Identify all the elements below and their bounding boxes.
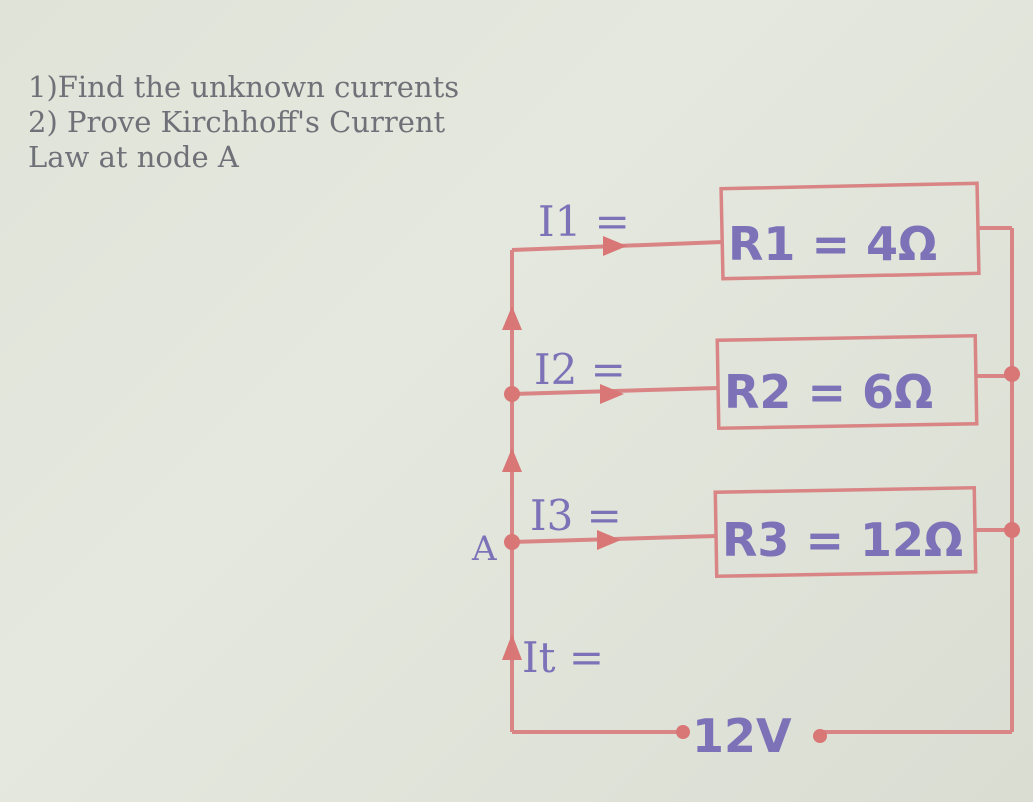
current-it-label: It = bbox=[522, 633, 605, 682]
resistor-r1-label: R1 = 4Ω bbox=[728, 217, 938, 271]
node-right-branch-2 bbox=[1004, 366, 1020, 382]
node-left-branch-2 bbox=[504, 386, 520, 402]
node-a-label: A bbox=[472, 529, 497, 569]
arrow-up-3-icon bbox=[502, 634, 522, 660]
resistor-r3-label: R3 = 12Ω bbox=[722, 513, 964, 567]
resistor-r2-label: R2 = 6Ω bbox=[724, 365, 934, 419]
question-3: Law at node A bbox=[28, 139, 239, 174]
node-right-branch-3 bbox=[1004, 522, 1020, 538]
current-i2-label: I2 = bbox=[534, 345, 626, 394]
question-1: 1)Find the unknown currents bbox=[28, 70, 460, 104]
node-a bbox=[504, 534, 520, 550]
arrow-up-1-icon bbox=[502, 306, 522, 330]
question-2: 2) Prove Kirchhoff's Current bbox=[28, 104, 446, 139]
current-i1-label: I1 = bbox=[538, 197, 630, 246]
current-i3-label: I3 = bbox=[530, 491, 622, 540]
battery-negative-terminal bbox=[676, 725, 690, 739]
battery-voltage-label: 12V bbox=[692, 709, 792, 763]
arrow-up-2-icon bbox=[502, 448, 522, 472]
battery-positive-terminal bbox=[813, 729, 827, 743]
